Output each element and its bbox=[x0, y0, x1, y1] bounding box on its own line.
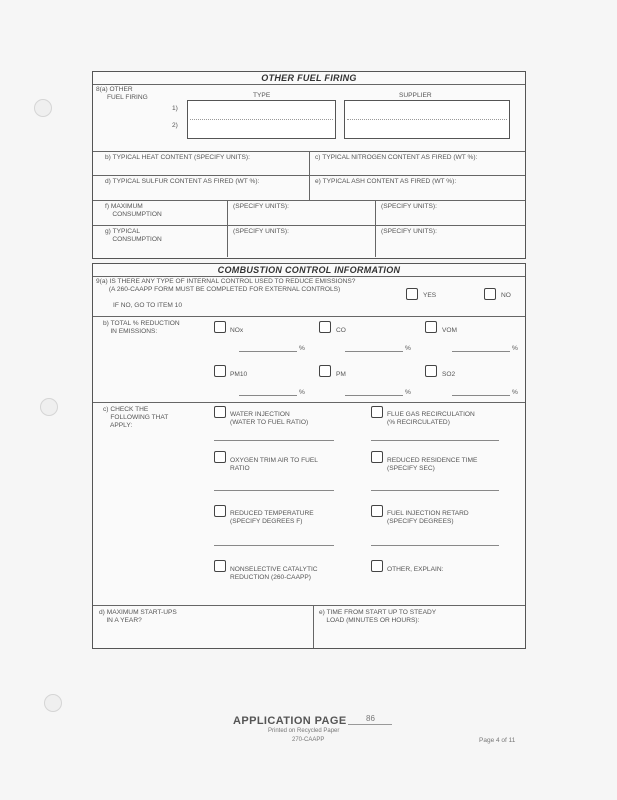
no-checkbox[interactable] bbox=[484, 288, 496, 300]
other-explain-checkbox[interactable] bbox=[371, 560, 383, 572]
typical-consumption-units-1: (SPECIFY UNITS): bbox=[233, 228, 289, 235]
row-1-label: 1) bbox=[172, 105, 178, 112]
reduced-residence-label: REDUCED RESIDENCE TIME (SPECIFY SEC) bbox=[387, 457, 478, 472]
flue-gas-recirc-checkbox[interactable] bbox=[371, 406, 383, 418]
heat-content-label: b) TYPICAL HEAT CONTENT (SPECIFY UNITS): bbox=[105, 154, 250, 161]
supplier-2-input[interactable] bbox=[346, 120, 506, 134]
reduced-residence-input[interactable] bbox=[371, 490, 499, 491]
combustion-control-title: COMBUSTION CONTROL INFORMATION bbox=[217, 265, 401, 275]
nox-checkbox[interactable] bbox=[214, 321, 226, 333]
oxygen-trim-checkbox[interactable] bbox=[214, 451, 226, 463]
other-fuel-section bbox=[92, 71, 526, 259]
vom-percent-sign: % bbox=[512, 345, 518, 352]
internal-control-question: 9(a) IS THERE ANY TYPE OF INTERNAL CONTROL USED TO REDUCE EMISSIONS? (A 260-CAAPP FORM MUST BE COMPLETED FOR EXTERNAL CONTROLS) bbox=[96, 278, 356, 293]
fuel-firing-label: 8(a) OTHER FUEL FIRING bbox=[96, 86, 148, 101]
ash-content-label: e) TYPICAL ASH CONTENT AS FIRED (WT %): bbox=[315, 178, 457, 185]
max-consumption-units-2: (SPECIFY UNITS): bbox=[381, 203, 437, 210]
oxygen-trim-label: OXYGEN TRIM AIR TO FUEL RATIO bbox=[230, 457, 318, 472]
fuel-injection-retard-label: FUEL INJECTION RETARD (SPECIFY DEGREES) bbox=[387, 510, 469, 525]
pm-checkbox[interactable] bbox=[319, 365, 331, 377]
vom-label: VOM bbox=[442, 327, 458, 334]
pm10-checkbox[interactable] bbox=[214, 365, 226, 377]
so2-percent-sign: % bbox=[512, 389, 518, 396]
total-reduction-label: b) TOTAL % REDUCTION IN EMISSIONS: bbox=[103, 320, 180, 335]
nox-label: NOx bbox=[230, 327, 244, 334]
check-apply-label: c) CHECK THE FOLLOWING THAT APPLY: bbox=[103, 406, 169, 429]
vom-checkbox[interactable] bbox=[425, 321, 437, 333]
no-label: NO bbox=[501, 292, 511, 299]
flue-gas-recirc-input[interactable] bbox=[371, 440, 499, 441]
row-2-label: 2) bbox=[172, 122, 178, 129]
max-startups-label: d) MAXIMUM START-UPS IN A YEAR? bbox=[99, 609, 177, 624]
yes-checkbox[interactable] bbox=[406, 288, 418, 300]
so2-percent-input[interactable] bbox=[452, 395, 510, 396]
page-of-total: Page 4 of 11 bbox=[479, 737, 516, 744]
max-consumption-label: f) MAXIMUM CONSUMPTION bbox=[105, 203, 162, 218]
fuel-type-2-input[interactable] bbox=[189, 120, 332, 134]
binder-hole-top bbox=[34, 99, 52, 117]
if-no-instruction: IF NO, GO TO ITEM 10 bbox=[113, 302, 183, 309]
recycled-paper-note: Printed on Recycled Paper bbox=[268, 728, 340, 734]
flue-gas-recirc-label: FLUE GAS RECIRCULATION (% RECIRCULATED) bbox=[387, 411, 475, 426]
reduced-temperature-label: REDUCED TEMPERATURE (SPECIFY DEGREES F) bbox=[230, 510, 314, 525]
sulfur-content-label: d) TYPICAL SULFUR CONTENT AS FIRED (WT %): bbox=[105, 178, 260, 185]
water-injection-label: WATER INJECTION (WATER TO FUEL RATIO) bbox=[230, 411, 309, 426]
fuel-injection-retard-checkbox[interactable] bbox=[371, 505, 383, 517]
typical-consumption-units-2: (SPECIFY UNITS): bbox=[381, 228, 437, 235]
other-explain-label: OTHER, EXPLAIN: bbox=[387, 566, 444, 573]
binder-hole-middle bbox=[40, 398, 58, 416]
supplier-1-input[interactable] bbox=[346, 103, 506, 117]
combustion-control-section bbox=[92, 263, 526, 649]
supplier-column-header: SUPPLIER bbox=[399, 92, 432, 99]
nonselective-catalytic-label: NONSELECTIVE CATALYTIC REDUCTION (260-CAAPP) bbox=[230, 566, 318, 581]
pm10-percent-input[interactable] bbox=[239, 395, 297, 396]
reduced-residence-checkbox[interactable] bbox=[371, 451, 383, 463]
application-page-number: 86 bbox=[366, 714, 375, 723]
co-percent-input[interactable] bbox=[345, 351, 403, 352]
fuel-injection-retard-input[interactable] bbox=[371, 545, 499, 546]
so2-checkbox[interactable] bbox=[425, 365, 437, 377]
co-checkbox[interactable] bbox=[319, 321, 331, 333]
application-page-label: APPLICATION PAGE bbox=[233, 715, 347, 727]
co-label: CO bbox=[336, 327, 346, 334]
pm-percent-sign: % bbox=[405, 389, 411, 396]
yes-label: YES bbox=[423, 292, 437, 299]
water-injection-checkbox[interactable] bbox=[214, 406, 226, 418]
water-injection-input[interactable] bbox=[214, 440, 334, 441]
nox-percent-sign: % bbox=[299, 345, 305, 352]
fuel-type-1-input[interactable] bbox=[189, 103, 332, 117]
other-fuel-title: OTHER FUEL FIRING bbox=[261, 73, 357, 83]
form-id: 270-CAAPP bbox=[292, 737, 325, 743]
typical-consumption-label: g) TYPICAL CONSUMPTION bbox=[105, 228, 162, 243]
nonselective-catalytic-checkbox[interactable] bbox=[214, 560, 226, 572]
oxygen-trim-input[interactable] bbox=[214, 490, 334, 491]
so2-label: SO2 bbox=[442, 371, 456, 378]
pm-percent-input[interactable] bbox=[345, 395, 403, 396]
pm10-label: PM10 bbox=[230, 371, 248, 378]
vom-percent-input[interactable] bbox=[452, 351, 510, 352]
co-percent-sign: % bbox=[405, 345, 411, 352]
binder-hole-bottom bbox=[44, 694, 62, 712]
reduced-temperature-input[interactable] bbox=[214, 545, 334, 546]
pm10-percent-sign: % bbox=[299, 389, 305, 396]
nitrogen-content-label: c) TYPICAL NITROGEN CONTENT AS FIRED (WT %): bbox=[315, 154, 478, 161]
page-number-underline bbox=[348, 724, 392, 725]
reduced-temperature-checkbox[interactable] bbox=[214, 505, 226, 517]
max-consumption-units-1: (SPECIFY UNITS): bbox=[233, 203, 289, 210]
type-column-header: TYPE bbox=[253, 92, 271, 99]
nox-percent-input[interactable] bbox=[239, 351, 297, 352]
startup-time-label: e) TIME FROM START UP TO STEADY LOAD (MINUTES OR HOURS): bbox=[319, 609, 437, 624]
pm-label: PM bbox=[336, 371, 346, 378]
